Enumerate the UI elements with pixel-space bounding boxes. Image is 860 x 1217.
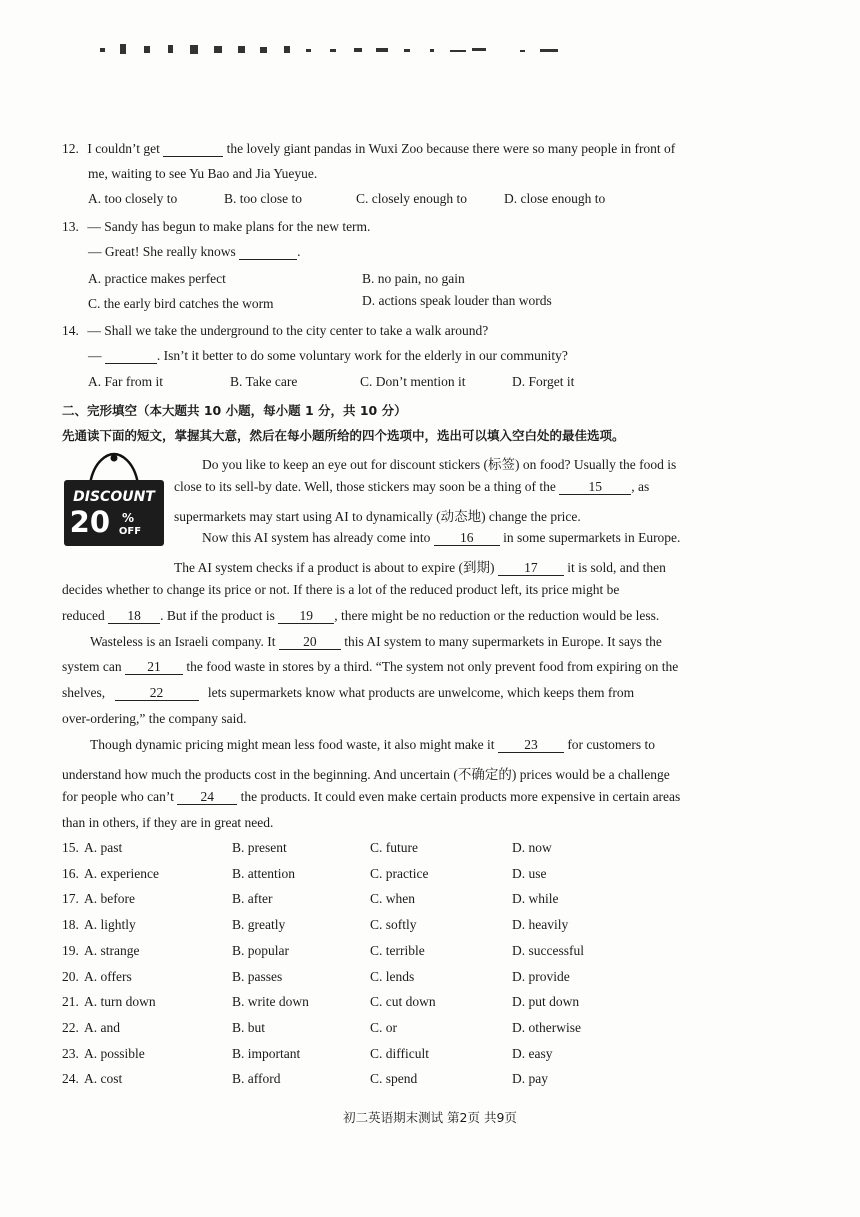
option-c: C. lends [370, 969, 415, 984]
option-c: C. practice [370, 866, 429, 881]
option-b: B. popular [232, 943, 289, 958]
option-c: C. when [370, 891, 415, 906]
option-d: D. heavily [512, 917, 569, 932]
option-c: C. cut down [370, 994, 436, 1009]
bleed-through-marks [100, 40, 620, 58]
option-c: C. difficult [370, 1046, 429, 1061]
blank-19: 19 [278, 609, 334, 624]
option-c: C. closely enough to [356, 191, 467, 206]
answer-blank [239, 245, 297, 260]
option-row: 24. A. cost [62, 1071, 123, 1086]
option-d: D. successful [512, 943, 584, 958]
badge-percent-sign: % [121, 511, 135, 525]
passage-line: understand how much the products cost in the beginning. And uncertain (不确定的) prices would be a challenge [62, 767, 670, 782]
passage-line: close to its sell-by date. Well, those stickers may soon be a thing of the 15 , as [174, 479, 650, 494]
passage-line: than in others, if they are in great need. [62, 815, 274, 830]
passage-line: Wasteless is an Israeli company. It 20 this AI system to many supermarkets in Europe. It says the [90, 634, 662, 649]
blank-17: 17 [498, 561, 564, 576]
option-row: 15. A. past [62, 840, 123, 855]
blank-23: 23 [498, 738, 564, 753]
option-d: D. otherwise [512, 1020, 581, 1035]
option-b: B. present [232, 840, 287, 855]
blank-20: 20 [279, 635, 341, 650]
blank-22: 22 [115, 686, 199, 701]
option-d: D. close enough to [504, 191, 606, 206]
option-d: D. while [512, 891, 559, 906]
option-c: C. the early bird catches the worm [88, 296, 274, 311]
option-d: D. pay [512, 1071, 548, 1086]
badge-title: DISCOUNT [73, 489, 155, 505]
option-row: 23. A. possible [62, 1046, 145, 1061]
passage-line: decides whether to change its price or not. If there is a lot of the reduced product left, its price might be [62, 582, 620, 597]
discount-tag-image [64, 450, 164, 546]
passage-line: supermarkets may start using AI to dynamically (动态地) change the price. [174, 509, 581, 524]
option-b: B. greatly [232, 917, 286, 932]
passage-line: Though dynamic pricing might mean less food waste, it also might make it 23 for customers to [90, 737, 656, 752]
question-13-line2: — Great! She really knows . [88, 244, 301, 259]
blank-15: 15 [559, 480, 631, 495]
option-b: B. too close to [224, 191, 302, 206]
passage-line: The AI system checks if a product is about to expire (到期) 17 it is sold, and then [174, 560, 666, 575]
option-c: C. or [370, 1020, 397, 1035]
option-c: C. Don’t mention it [360, 374, 466, 389]
blank-21: 21 [125, 660, 183, 675]
passage-line: for people who can’t 24 the products. It could even make certain products more expensive in certain areas [62, 789, 681, 804]
question-12-line1 [62, 141, 675, 157]
option-d: D. now [512, 840, 552, 855]
option-d: D. put down [512, 994, 580, 1009]
badge-percent: 20 [69, 505, 110, 539]
option-b: B. write down [232, 994, 309, 1009]
option-row: 16. A. experience [62, 866, 159, 881]
question-14-line1 [62, 323, 488, 339]
option-row: 18. A. lightly [62, 917, 136, 932]
option-b: B. Take care [230, 374, 298, 389]
option-b: B. important [232, 1046, 301, 1061]
question-text: — Shall we take the underground to the city center to take a walk around? [87, 323, 489, 338]
page-footer: 初二英语期末测试 第2页 共9页 [343, 1110, 517, 1125]
question-13-line1 [62, 219, 370, 235]
option-c: C. terrible [370, 943, 425, 958]
option-d: D. actions speak louder than words [362, 293, 552, 308]
option-b: B. afford [232, 1071, 281, 1086]
question-text: — Sandy has begun to make plans for the new term. [87, 219, 371, 234]
section-instruction: 先通读下面的短文，掌握其大意，然后在每小题所给的四个选项中，选出可以填入空白处的最佳选项。 [62, 428, 625, 443]
option-b: B. passes [232, 969, 283, 984]
option-d: D. provide [512, 969, 570, 984]
option-row: 22. A. and [62, 1020, 120, 1035]
option-row: 20. A. offers [62, 969, 132, 984]
question-text: — Great! She really knows [88, 244, 236, 259]
question-text: . Isn’t it better to do some voluntary work for the elderly in our community? [156, 348, 568, 363]
passage-line: system can 21 the food waste in stores by a third. “The system not only prevent food from expiring on the [62, 659, 679, 674]
question-text: I couldn’t get [87, 141, 160, 156]
option-row: 21. A. turn down [62, 994, 156, 1009]
option-d: D. use [512, 866, 547, 881]
option-row: 17. A. before [62, 891, 135, 906]
badge-off: OFF [118, 526, 142, 537]
answer-blank [163, 142, 223, 157]
question-14-line2: — . Isn’t it better to do some voluntary work for the elderly in our community? [88, 348, 568, 363]
option-b: B. but [232, 1020, 266, 1035]
passage-line: reduced 18 . But if the product is 19 , there might be no reduction or the reduction would be less. [62, 608, 660, 623]
passage-line: shelves, 22 lets supermarkets know what products are unwelcome, which keeps them from [62, 685, 635, 700]
option-c: C. spend [370, 1071, 418, 1086]
question-number: 12. [62, 141, 79, 156]
option-c: C. future [370, 840, 418, 855]
option-d: D. easy [512, 1046, 553, 1061]
passage-line: Now this AI system has already come into 16 in some supermarkets in Europe. [202, 530, 681, 545]
passage-line: over-ordering,” the company said. [62, 711, 247, 726]
option-b: B. no pain, no gain [362, 271, 465, 286]
question-number: 13. [62, 219, 79, 234]
section-heading: 二、完形填空（本大题共 10 小题，每小题 1 分，共 10 分） [62, 403, 407, 418]
option-b: B. attention [232, 866, 295, 881]
option-a: A. Far from it [88, 374, 163, 389]
question-12-line2: me, waiting to see Yu Bao and Jia Yueyue. [88, 166, 318, 181]
option-b: B. after [232, 891, 273, 906]
option-a: A. too closely to [88, 191, 178, 206]
answer-blank [105, 349, 157, 364]
passage-line: Do you like to keep an eye out for discount stickers (标签) on food? Usually the food is [202, 457, 677, 472]
option-d: D. Forget it [512, 374, 575, 389]
question-text: the lovely giant pandas in Wuxi Zoo because there were so many people in front of [226, 141, 676, 156]
blank-18: 18 [108, 609, 160, 624]
option-row: 19. A. strange [62, 943, 140, 958]
option-a: A. practice makes perfect [88, 271, 226, 286]
question-number: 14. [62, 323, 79, 338]
blank-24: 24 [177, 790, 237, 805]
blank-16: 16 [434, 531, 500, 546]
option-c: C. softly [370, 917, 417, 932]
